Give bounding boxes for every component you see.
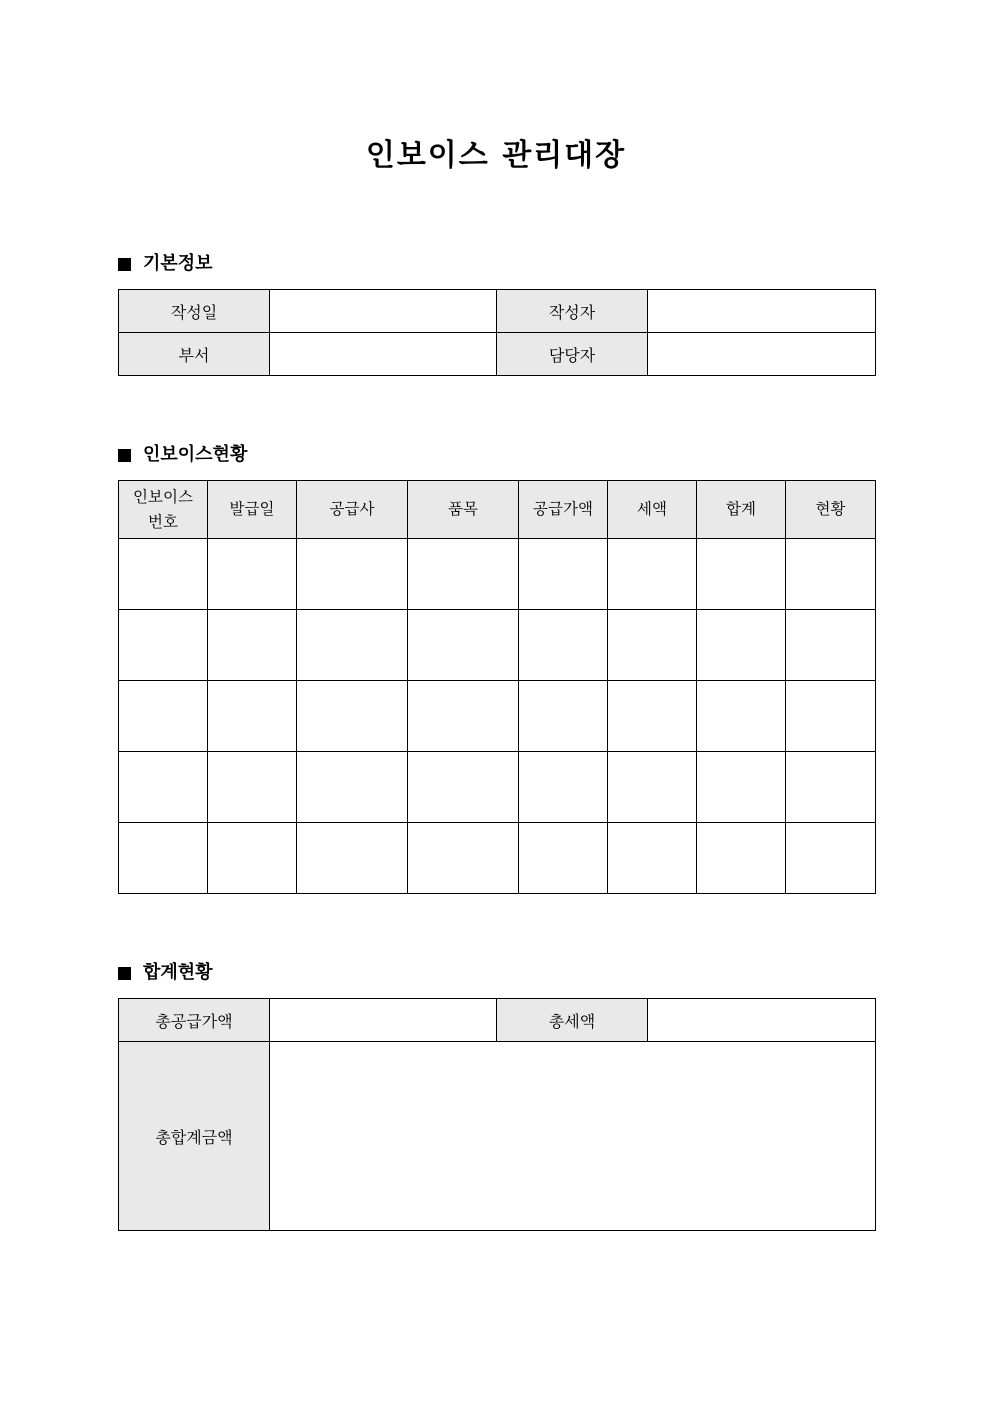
table-cell[interactable]: [608, 823, 697, 894]
table-cell[interactable]: [519, 823, 608, 894]
section-heading-basic-info: [118, 251, 213, 277]
table-row: [119, 610, 876, 681]
column-header-status: 현황: [786, 481, 876, 539]
column-header-tax: 세액: [608, 481, 697, 539]
table-cell[interactable]: [697, 752, 786, 823]
column-header-total: 합계: [697, 481, 786, 539]
section-heading-invoice-status: [118, 442, 247, 468]
table-row: [119, 823, 876, 894]
total-supply-field[interactable]: [270, 999, 497, 1042]
label-total-tax: 총세액: [497, 999, 648, 1042]
label-department: 부서: [119, 333, 270, 376]
section-heading-label: 인보이스현황: [143, 444, 248, 465]
column-header-invoice-number: 인보이스 번호: [119, 481, 208, 539]
table-cell[interactable]: [408, 539, 519, 610]
section-heading-label: 기본정보: [143, 253, 213, 274]
table-cell[interactable]: [697, 539, 786, 610]
table-cell[interactable]: [297, 539, 408, 610]
page-title: 인보이스 관리대장: [365, 138, 627, 173]
label-author: 작성자: [497, 290, 648, 333]
table-cell[interactable]: [208, 681, 297, 752]
basic-info-table: [118, 289, 876, 376]
table-row: [119, 752, 876, 823]
table-cell[interactable]: [608, 539, 697, 610]
label-date: 작성일: [119, 290, 270, 333]
section-heading-label: 합계현황: [143, 962, 213, 983]
table-row: [119, 539, 876, 610]
column-header-item: 품목: [408, 481, 519, 539]
label-manager: 담당자: [497, 333, 648, 376]
black-square-icon: [118, 967, 131, 980]
table-cell[interactable]: [208, 539, 297, 610]
table-cell[interactable]: [297, 752, 408, 823]
author-field[interactable]: [648, 290, 876, 333]
table-cell[interactable]: [208, 752, 297, 823]
date-field[interactable]: [270, 290, 497, 333]
table-cell[interactable]: [608, 681, 697, 752]
table-cell[interactable]: [786, 610, 876, 681]
totals-table: [118, 998, 876, 1231]
table-cell[interactable]: [519, 752, 608, 823]
table-cell[interactable]: [608, 610, 697, 681]
table-cell[interactable]: [697, 610, 786, 681]
department-field[interactable]: [270, 333, 497, 376]
table-cell[interactable]: [408, 681, 519, 752]
manager-field[interactable]: [648, 333, 876, 376]
table-cell[interactable]: [786, 681, 876, 752]
column-header-supply-amount: 공급가액: [519, 481, 608, 539]
table-cell[interactable]: [786, 823, 876, 894]
table-cell[interactable]: [119, 823, 208, 894]
table-cell[interactable]: [786, 752, 876, 823]
section-heading-totals: [118, 960, 213, 986]
table-cell[interactable]: [519, 681, 608, 752]
table-cell[interactable]: [408, 823, 519, 894]
label-grand-total: 총합계금액: [119, 1042, 270, 1231]
table-cell[interactable]: [519, 610, 608, 681]
black-square-icon: [118, 258, 131, 271]
table-cell[interactable]: [297, 610, 408, 681]
table-cell[interactable]: [208, 823, 297, 894]
table-row: [119, 681, 876, 752]
total-tax-field[interactable]: [648, 999, 876, 1042]
table-cell[interactable]: [208, 610, 297, 681]
black-square-icon: [118, 449, 131, 462]
table-cell[interactable]: [408, 610, 519, 681]
table-cell[interactable]: [608, 752, 697, 823]
table-cell[interactable]: [697, 681, 786, 752]
table-cell[interactable]: [119, 610, 208, 681]
table-cell[interactable]: [297, 823, 408, 894]
table-cell[interactable]: [786, 539, 876, 610]
table-cell[interactable]: [119, 681, 208, 752]
label-total-supply: 총공급가액: [119, 999, 270, 1042]
table-cell[interactable]: [697, 823, 786, 894]
invoice-status-table: [118, 480, 876, 894]
column-header-issue-date: 발급일: [208, 481, 297, 539]
table-cell[interactable]: [119, 539, 208, 610]
table-cell[interactable]: [119, 752, 208, 823]
grand-total-field[interactable]: [270, 1042, 876, 1231]
table-cell[interactable]: [408, 752, 519, 823]
column-header-supplier: 공급사: [297, 481, 408, 539]
table-cell[interactable]: [519, 539, 608, 610]
table-cell[interactable]: [297, 681, 408, 752]
